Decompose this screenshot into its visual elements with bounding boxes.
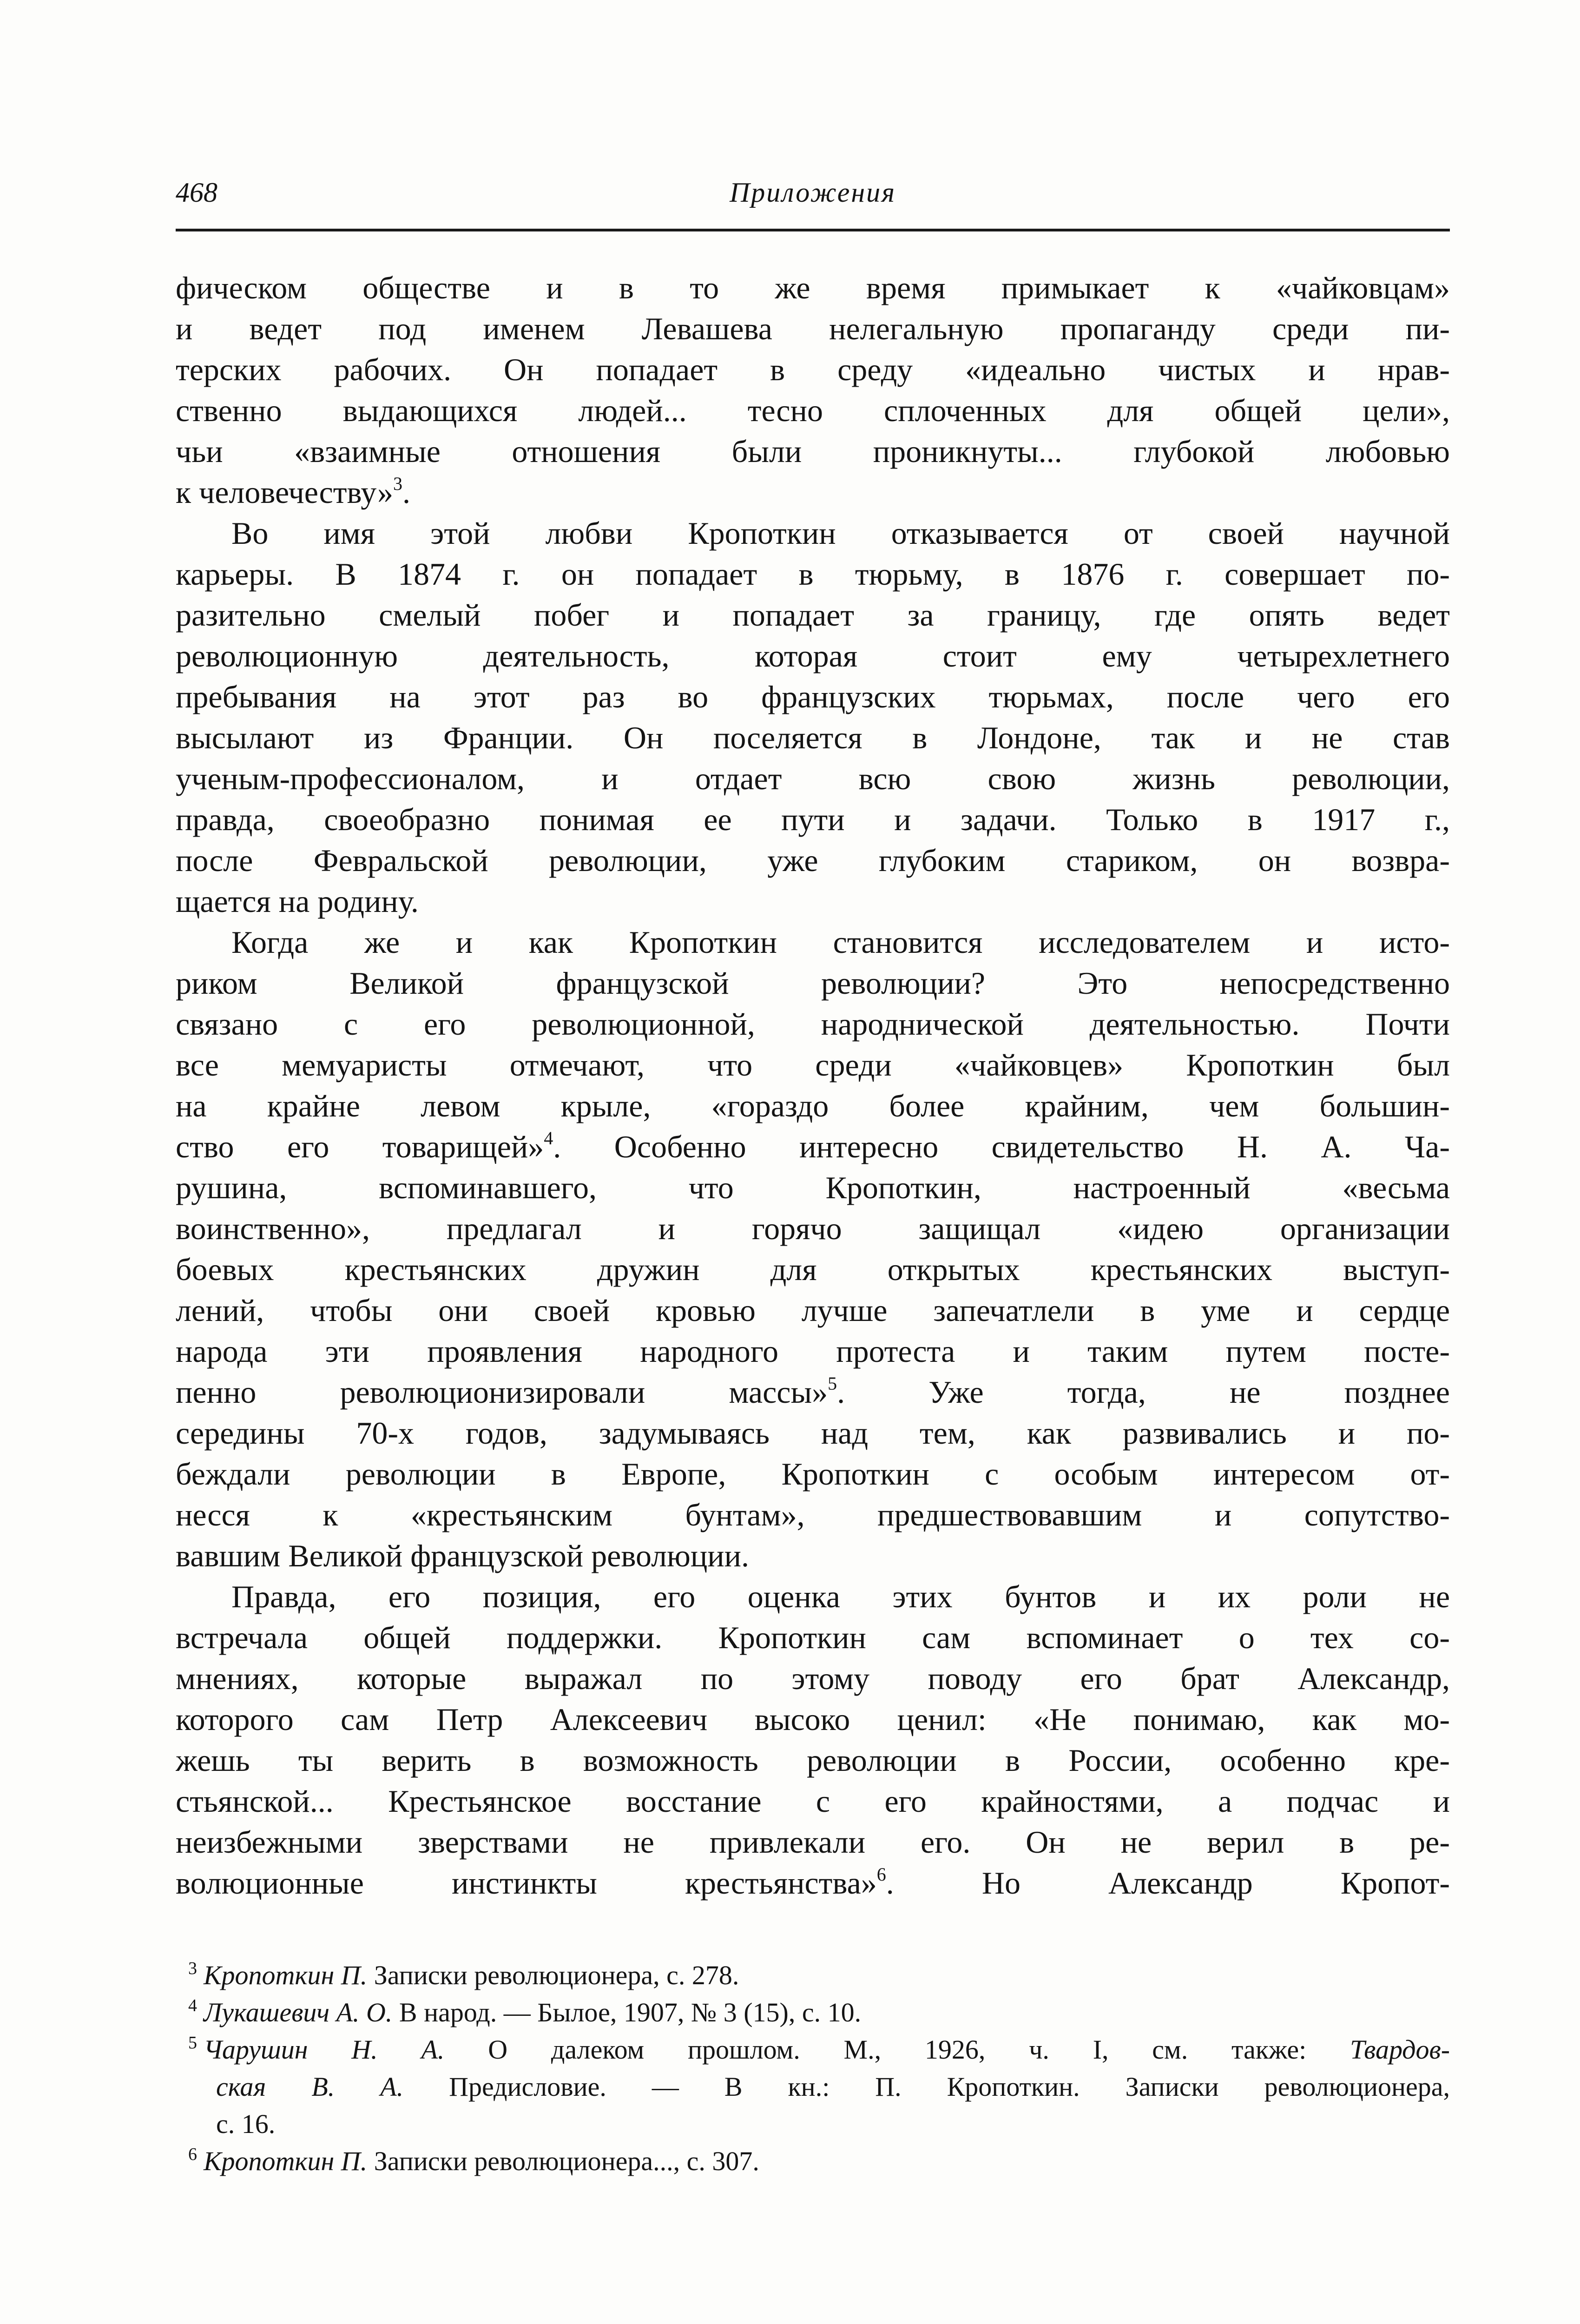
text-line: вавшим Великой французской революции.	[176, 1538, 749, 1573]
text-line: карьеры. В 1874 г. он попадает в тюрьму, в 1876 г. совершает по-	[176, 556, 1450, 592]
text-line: все мемуаристы отмечают, что среди «чайковцев» Кропоткин был	[176, 1047, 1450, 1083]
text-line: которого сам Петр Алексеевич высоко ценил: «Не понимаю, как мо-	[176, 1702, 1450, 1737]
page-header	[176, 177, 1450, 228]
text-fragment: к человечеству»	[176, 475, 393, 510]
text-line: Правда, его позиция, его оценка этих бунтов и их роли не	[231, 1579, 1450, 1614]
text-line: риком Великой французской революции? Это непосредственно	[176, 965, 1450, 1001]
footnote-mark: 6	[188, 2145, 197, 2164]
text-line: фическом обществе и в то же время примыкает к «чайковцам»	[176, 270, 1450, 305]
header-rule	[176, 229, 1450, 231]
footnote-continuation: с. 16.	[216, 2109, 276, 2139]
text-line: беждали революции в Европе, Кропоткин с особым интересом от-	[176, 1456, 1450, 1492]
footnote-author: ская В. А.	[216, 2072, 404, 2102]
text-line: Во имя этой любви Кропоткин отказывается от своей научной	[231, 515, 1450, 551]
text-line: неизбежными зверствами не привлекали его. Он не верил в ре-	[176, 1824, 1450, 1860]
text-line: пребывания на этот раз во французских тюрьмах, после чего его	[176, 679, 1450, 714]
text-line: к человечеству»$^3$.	[176, 473, 410, 510]
text-line	[176, 1126, 1450, 1167]
footnote-text: Предисловие. — В кн.: П. Кропоткин. Записки революционера,	[449, 2072, 1450, 2102]
text-line: мнениях, которые выражал по этому поводу его брат Александр,	[176, 1661, 1450, 1696]
text-line: рушина, вспоминавшего, что Кропоткин, настроенный «весьма	[176, 1170, 1450, 1205]
text-line: ученым-профессионалом, и отдает всю свою жизнь революции,	[176, 761, 1450, 796]
footnotes	[188, 1957, 1450, 2180]
text-line: ственно выдающихся людей... тесно сплоченных для общей цели»,	[176, 393, 1450, 428]
text-line: Когда же и как Кропоткин становится исследователем и исто-	[231, 924, 1450, 960]
text-line: щается на родину.	[176, 884, 419, 919]
text-line: середины 70-х годов, задумываясь над тем, как развивались и по-	[176, 1415, 1450, 1451]
text-line: встречала общей поддержки. Кропоткин сам вспоминает о тех со-	[176, 1620, 1450, 1655]
text-fragment: . Уже тогда, не позднее	[837, 1374, 1450, 1410]
text-line: высылают из Франции. Он поселяется в Лондоне, так и не став	[176, 720, 1450, 755]
footnote	[188, 1957, 1450, 1994]
text-line: революционную деятельность, которая стоит ему четырехлетнего	[176, 638, 1450, 673]
footnote-author: Кропоткин П.	[204, 2146, 368, 2176]
footnote	[188, 2031, 1450, 2068]
text-fragment: пенно революционизировали массы»	[176, 1374, 828, 1410]
footnote-author: Кропоткин П.	[204, 1960, 368, 1990]
text-line: связано с его революционной, народнической деятельностью. Почти	[176, 1006, 1450, 1042]
footnote-text: В народ. — Былое, 1907, № 3 (15), с. 10.	[399, 1997, 862, 2027]
body-text	[176, 267, 1450, 1903]
text-line: и ведет под именем Левашева нелегальную пропаганду среди пи-	[176, 311, 1450, 346]
running-head: Приложения	[729, 177, 896, 208]
footnote-author: Лукашевич А. О.	[204, 1997, 393, 2027]
footnote	[188, 2143, 1450, 2180]
text-line: на крайне левом крыле, «гораздо более крайним, чем большин-	[176, 1088, 1450, 1123]
text-fragment: волюционные инстинкты крестьянства»	[176, 1865, 877, 1901]
text-line	[176, 1862, 1450, 1903]
text-fragment: . Особенно интересно свидетельство Н. А. Ча-	[553, 1129, 1450, 1164]
footnote-ref: 4	[544, 1128, 553, 1149]
footnote-text: Записки революционера..., с. 307.	[374, 2146, 759, 2176]
footnote-mark: 3	[188, 1959, 197, 1978]
text-fragment: ство его товарищей»	[176, 1129, 544, 1164]
footnote	[188, 1994, 1450, 2031]
text-line: несся к «крестьянским бунтам», предшествовавшим и сопутство-	[176, 1497, 1450, 1532]
text-line	[176, 1372, 1450, 1413]
footnote-author: Твардов-	[1350, 2034, 1450, 2065]
text-line: после Февральской революции, уже глубоким стариком, он возвра-	[176, 843, 1450, 878]
text-line: народа эти проявления народного протеста и таким путем посте-	[176, 1334, 1450, 1369]
text-line: воинственно», предлагал и горячо защищал «идею организации	[176, 1211, 1450, 1246]
text-line: правда, своеобразно понимая ее пути и задачи. Только в 1917 г.,	[176, 802, 1450, 837]
text-line: боевых крестьянских дружин для открытых крестьянских выступ-	[176, 1252, 1450, 1287]
footnote-mark: 4	[188, 1996, 197, 2015]
footnote-author: Чарушин Н. А.	[204, 2034, 445, 2065]
footnote-mark: 5	[188, 2033, 197, 2053]
footnote-text: О далеком прошлом. М., 1926, ч. I, см. также:	[488, 2034, 1307, 2065]
footnote-text: Записки революционера, с. 278.	[374, 1960, 739, 1990]
footnote-ref: 3	[393, 473, 402, 494]
text-line: чьи «взаимные отношения были проникнуты... глубокой любовью	[176, 434, 1450, 469]
text-fragment: . Но Александр Кропот-	[886, 1865, 1450, 1901]
footnote-ref: 6	[876, 1864, 886, 1885]
text-line: лений, чтобы они своей кровью лучше запечатлели в уме и сердце	[176, 1293, 1450, 1328]
footnote-ref: 5	[828, 1373, 837, 1394]
text-line: терских рабочих. Он попадает в среду «идеально чистых и нрав-	[176, 352, 1450, 387]
text-line: жешь ты верить в возможность революции в России, особенно кре-	[176, 1743, 1450, 1778]
text-line: стьянской... Крестьянское восстание с его крайностями, а подчас и	[176, 1783, 1450, 1819]
text-line: разительно смелый побег и попадает за границу, где опять ведет	[176, 597, 1450, 633]
page-number: 468	[176, 177, 217, 208]
footnote-continuation	[188, 2068, 1450, 2106]
